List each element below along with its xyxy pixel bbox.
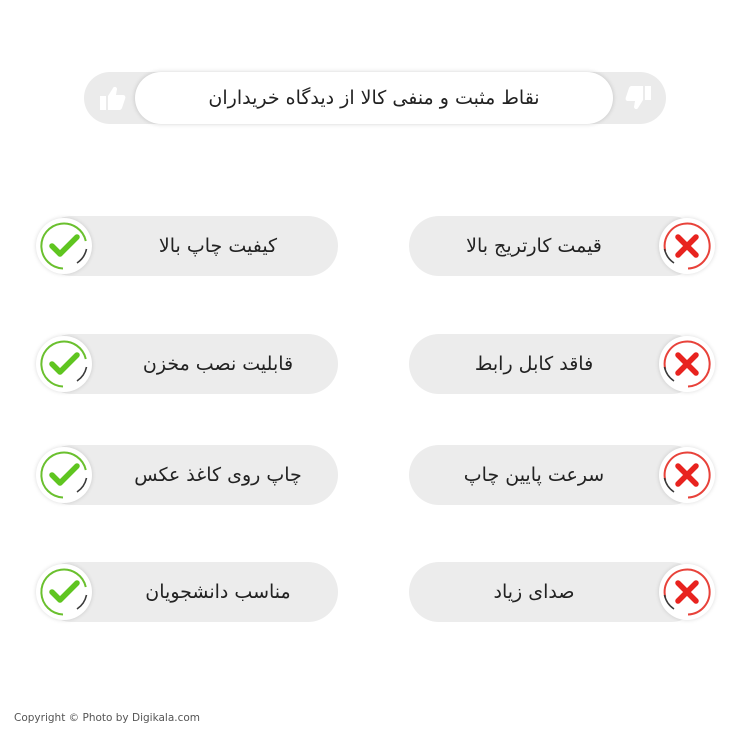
cross-icon xyxy=(659,336,715,392)
pro-label: کیفیت چاپ بالا xyxy=(158,235,278,257)
cross-icon xyxy=(659,447,715,503)
con-label: صدای زیاد xyxy=(493,581,575,603)
con-label: قیمت کارتریج بالا xyxy=(466,235,602,257)
con-item xyxy=(409,445,715,505)
pro-badge xyxy=(36,447,92,503)
pro-badge xyxy=(36,218,92,274)
page-title: نقاط مثبت و منفی کالا از دیدگاه خریداران xyxy=(208,87,540,109)
pro-item xyxy=(32,445,338,505)
pro-label: چاپ روی کاغذ عکس xyxy=(134,464,302,486)
check-icon xyxy=(36,336,92,392)
con-item xyxy=(409,334,715,394)
check-icon xyxy=(36,447,92,503)
con-badge xyxy=(659,218,715,274)
con-item xyxy=(409,562,715,622)
con-badge xyxy=(659,564,715,620)
pro-item xyxy=(32,562,338,622)
con-badge xyxy=(659,447,715,503)
con-label: فاقد کابل رابط xyxy=(474,353,594,375)
copyright-text: Copyright © Photo by Digikala.com xyxy=(14,712,201,724)
pro-item xyxy=(32,334,338,394)
pro-label: مناسب دانشجویان xyxy=(145,581,291,603)
con-label: سرعت پایین چاپ xyxy=(463,464,605,486)
cross-icon xyxy=(659,564,715,620)
con-item xyxy=(409,216,715,276)
thumbs-up-icon xyxy=(97,82,129,114)
check-icon xyxy=(36,564,92,620)
pro-item xyxy=(32,216,338,276)
header-title-pill xyxy=(135,72,613,124)
cross-icon xyxy=(659,218,715,274)
pro-badge xyxy=(36,336,92,392)
con-badge xyxy=(659,336,715,392)
pro-badge xyxy=(36,564,92,620)
thumbs-down-icon xyxy=(622,82,654,114)
check-icon xyxy=(36,218,92,274)
pro-label: قابلیت نصب مخزن xyxy=(142,353,294,375)
